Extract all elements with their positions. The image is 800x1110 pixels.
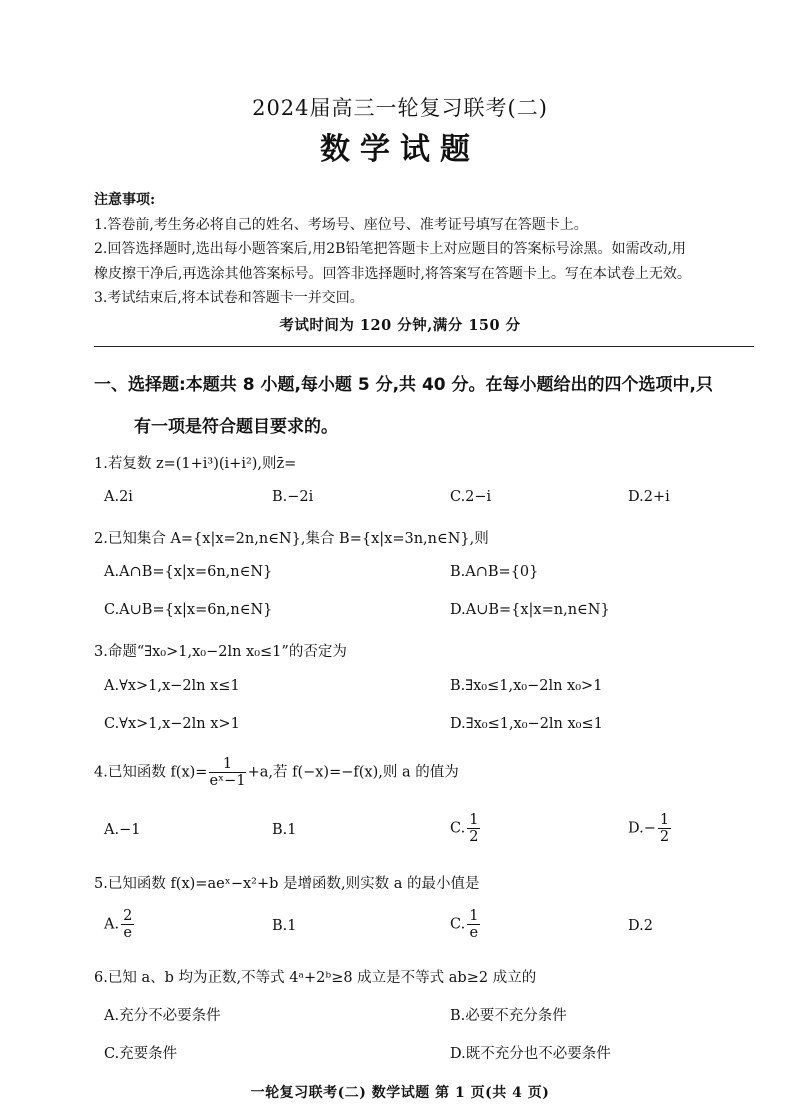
exam-time-info: 考试时间为 120 分钟,满分 150 分	[279, 317, 521, 334]
question-4-option-d-label: D.−	[628, 820, 656, 837]
question-4-fraction-den: eˣ−1	[209, 773, 246, 789]
question-1-option-d: D.2+i	[628, 489, 670, 505]
question-5-option-d: D.2	[628, 918, 653, 934]
question-4-option-d-den: 2	[659, 829, 670, 845]
question-5-option-c	[450, 908, 482, 941]
notice-item-2b: 橡皮擦干净后,再选涂其他答案标号。回答非选择题时,将答案写在答题卡上。写在本试卷上无效。	[94, 265, 691, 282]
question-6-option-b: B.必要不充分条件	[450, 1008, 567, 1024]
question-2-option-b: B.A∩B={0}	[450, 564, 539, 580]
section-heading-line1: 一、选择题:本题共 8 小题,每小题 5 分,共 40 分。在每小题给出的四个选项中,只	[94, 375, 713, 395]
question-1-option-c: C.2−i	[450, 489, 492, 505]
question-4-option-d-num: 1	[659, 812, 670, 828]
question-5-option-b: B.1	[272, 918, 297, 934]
question-1-stem: 1.若复数 z=(1+i³)(i+i²),则z̄=	[94, 456, 297, 472]
question-4-option-c-label: C.	[450, 820, 466, 837]
question-5-option-a-num: 2	[123, 908, 133, 924]
question-2-option-c: C.A∪B={x|x=6n,n∈N}	[104, 602, 273, 618]
section-heading-line2: 有一项是符合题目要求的。	[134, 417, 338, 437]
question-4-option-d	[628, 812, 673, 845]
question-5-option-a-fraction	[121, 908, 134, 941]
question-4-option-d-fraction	[658, 812, 671, 845]
question-4-option-a: A.−1	[104, 822, 141, 838]
question-2-stem: 2.已知集合 A={x|x=2n,n∈N},集合 B={x|x=3n,n∈N},则	[94, 531, 489, 547]
question-4-stem	[94, 756, 459, 789]
question-6-option-a: A.充分不必要条件	[104, 1008, 221, 1024]
question-5-option-a	[104, 908, 136, 941]
question-4-stem-post: +a,若 f(−x)=−f(x),则 a 的值为	[247, 764, 459, 781]
question-4-option-c-fraction	[467, 812, 480, 845]
question-3-option-d: D.∃x₀≤1,x₀−2ln x₀≤1	[450, 716, 603, 732]
question-5-option-c-den: e	[469, 925, 479, 941]
question-4-fraction	[209, 756, 245, 789]
question-4-option-b: B.1	[272, 822, 297, 838]
page-footer: 一轮复习联考(二) 数学试题 第 1 页(共 4 页)	[250, 1085, 550, 1101]
divider-line	[94, 346, 754, 347]
question-5-stem: 5.已知函数 f(x)=aeˣ−x²+b 是增函数,则实数 a 的最小值是	[94, 876, 480, 892]
question-5-option-a-den: e	[123, 925, 132, 941]
question-1-option-a: A.2i	[104, 489, 133, 505]
question-4-option-c-den: 2	[469, 829, 479, 845]
exam-title: 2024届高三一轮复习联考(二)	[252, 96, 548, 120]
notice-item-3: 3.考试结束后,将本试卷和答题卡一并交回。	[94, 290, 364, 306]
notice-heading: 注意事项:	[94, 192, 156, 208]
question-2-option-d: D.A∪B={x|x=n,n∈N}	[450, 602, 610, 618]
question-6-option-c: C.充要条件	[104, 1046, 178, 1062]
exam-subject-title: 数学试题	[320, 132, 480, 167]
question-4-option-c-num: 1	[469, 812, 479, 828]
question-4-option-c	[450, 812, 482, 845]
notice-block	[94, 188, 766, 311]
question-6-stem: 6.已知 a、b 均为正数,不等式 4ᵃ+2ᵇ≥8 成立是不等式 ab≥2 成立的	[94, 970, 537, 986]
question-5-option-c-fraction	[467, 908, 480, 941]
question-6-option-d: D.既不充分也不必要条件	[450, 1046, 611, 1062]
notice-item-1: 1.答卷前,考生务必将自己的姓名、考场号、座位号、准考证号填写在答题卡上。	[94, 216, 588, 233]
question-3-option-b: B.∃x₀≤1,x₀−2ln x₀>1	[450, 678, 603, 694]
question-4-stem-pre: 4.已知函数 f(x)=	[94, 764, 208, 781]
question-5-option-c-num: 1	[469, 908, 479, 924]
notice-item-2a: 2.回答选择题时,选出每小题答案后,用2B铅笔把答题卡上对应题目的答案标号涂黑。如需改动,用	[94, 241, 686, 257]
question-5-option-c-label: C.	[450, 916, 466, 933]
question-5-option-a-label: A.	[104, 916, 120, 933]
question-3-option-a: A.∀x>1,x−2ln x≤1	[104, 678, 240, 694]
question-2-option-a: A.A∩B={x|x=6n,n∈N}	[104, 564, 273, 580]
question-1-option-b: B.−2i	[272, 489, 314, 505]
question-3-option-c: C.∀x>1,x−2ln x>1	[104, 716, 240, 732]
question-3-stem: 3.命题“∃x₀>1,x₀−2ln x₀≤1”的否定为	[94, 644, 347, 660]
question-4-fraction-num: 1	[209, 756, 245, 773]
